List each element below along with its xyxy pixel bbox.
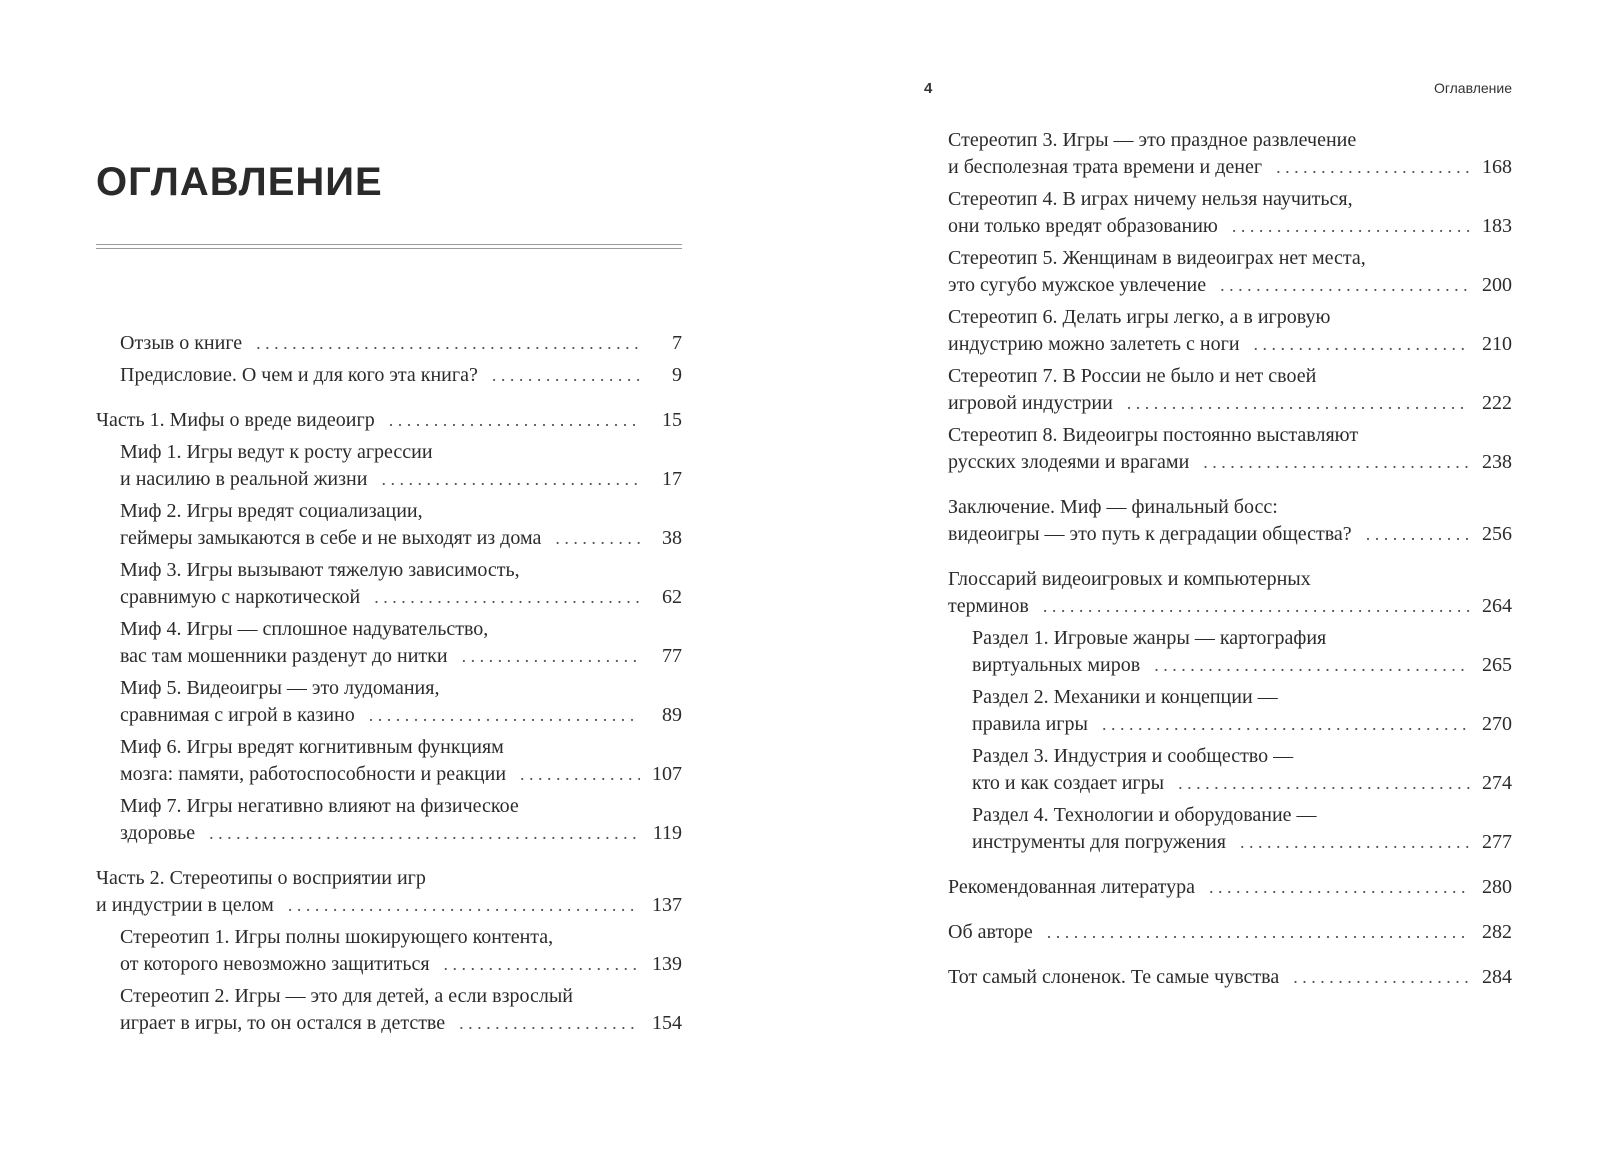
toc-entry[interactable] [948,919,1512,946]
title-divider [96,244,682,249]
toc-entry-title-cont: индустрию можно залететь с ноги [948,333,1240,355]
dot-leader [381,466,640,493]
dot-leader [389,407,640,434]
dot-leader [1220,272,1470,299]
toc-entry[interactable] [948,245,1512,299]
dot-leader [1366,521,1470,548]
toc-entry-title-cont: игровой индустрии [948,392,1113,414]
toc-page-number: 265 [1482,654,1512,676]
toc-entry-title: Раздел 3. Индустрия и сообщество — [972,745,1294,767]
toc-page-number: 154 [652,1012,682,1034]
dot-leader [1043,593,1470,620]
toc-entry-title: Раздел 4. Технологии и оборудование — [972,804,1317,826]
dot-leader [256,330,640,357]
toc-entry-title: Стереотип 5. Женщинам в видеоиграх нет места, [948,247,1366,269]
toc-entry[interactable] [948,566,1512,620]
toc-entry-title: Тот самый слоненок. Те самые чувства [948,966,1280,988]
dot-leader [1154,652,1470,679]
toc-entry[interactable] [948,964,1512,991]
toc-entry-title: Часть 1. Мифы о вреде видеоигр [96,409,375,431]
toc-page-number: 7 [672,332,682,354]
toc-entry-title: Миф 5. Видеоигры — это лудомания, [120,677,440,699]
toc-page-number: 222 [1482,392,1512,414]
dot-leader [555,525,640,552]
dot-leader [1178,770,1470,797]
toc-page-number: 274 [1482,772,1512,794]
toc-entry-title-cont: и насилию в реальной жизни [120,468,368,490]
toc-entry-title: Раздел 1. Игровые жанры — картография [972,627,1327,649]
toc-page-number: 256 [1482,523,1512,545]
toc-entry-title: Миф 7. Игры негативно влияют на физическое [120,795,519,817]
toc-entry-title: Миф 4. Игры — сплошное надувательство, [120,618,489,640]
dot-leader [1254,331,1470,358]
toc-page-number: 264 [1482,595,1512,617]
toc-entry-title-cont: от которого невозможно защититься [120,953,430,975]
toc-entry[interactable] [96,734,682,788]
toc-list-left [96,330,682,1042]
toc-entry-title: Миф 1. Игры ведут к росту агрессии [120,441,433,463]
toc-page-number: 77 [662,645,682,667]
toc-entry[interactable] [96,616,682,670]
toc-entry-title: Предисловие. О чем и для кого эта книга? [120,364,478,386]
toc-page-number: 137 [652,894,682,916]
toc-entry-title-cont: сравнимая с игрой в казино [120,704,355,726]
toc-page-number: 38 [662,527,682,549]
toc-entry-title: Стереотип 4. В играх ничему нельзя научиться, [948,188,1353,210]
toc-entry-title: Глоссарий видеоигровых и компьютерных [948,568,1311,590]
dot-leader [374,584,640,611]
toc-entry-title: Стереотип 1. Игры полны шокирующего контента, [120,926,554,948]
toc-entry[interactable] [96,498,682,552]
toc-entry[interactable] [948,684,1512,738]
toc-page-number: 119 [652,822,682,844]
toc-entry[interactable] [96,557,682,611]
dot-leader [1276,154,1470,181]
dot-leader [1209,874,1470,901]
toc-page-number: 107 [652,763,682,785]
toc-entry-title: Миф 6. Игры вредят когнитивным функциям [120,736,504,758]
toc-entry[interactable] [948,743,1512,797]
dot-leader [1240,829,1470,856]
toc-entry-title-cont: терминов [948,595,1029,617]
toc-entry-title-cont: инструменты для погружения [972,831,1226,853]
toc-entry[interactable] [96,330,682,357]
toc-entry-title-cont: и бесполезная трата времени и денег [948,156,1263,178]
toc-part-entry[interactable] [96,407,682,434]
toc-entry[interactable] [948,874,1512,901]
page-number: 4 [924,80,933,97]
toc-page-number: 9 [672,364,682,386]
toc-entry[interactable] [96,924,682,978]
dot-leader [1102,711,1470,738]
toc-entry-title: Об авторе [948,921,1033,943]
toc-entry[interactable] [96,675,682,729]
toc-entry-title-cont: это сугубо мужское увлечение [948,274,1207,296]
dot-leader [209,820,640,847]
dot-leader [1232,213,1470,240]
dot-leader [462,643,640,670]
toc-entry[interactable] [948,494,1512,548]
toc-entry-title-cont: сравнимую с наркотической [120,586,361,608]
toc-entry-title: Раздел 2. Механики и концепции — [972,686,1278,708]
toc-page-number: 277 [1482,831,1512,853]
toc-page-number: 183 [1482,215,1512,237]
toc-entry-title: Заключение. Миф — финальный босс: [948,496,1278,518]
toc-page-number: 200 [1482,274,1512,296]
toc-page-number: 270 [1482,713,1512,735]
toc-entry-title-cont: играет в игры, то он остался в детстве [120,1012,446,1034]
toc-page-number: 282 [1482,921,1512,943]
toc-page-number: 284 [1482,966,1512,988]
toc-entry[interactable] [96,362,682,389]
toc-entry[interactable] [948,304,1512,358]
toc-entry-title: Стереотип 2. Игры — это для детей, а если взрослый [120,985,573,1007]
page-title: ОГЛАВЛЕНИЕ [96,160,383,204]
toc-entry[interactable] [96,983,682,1037]
toc-entry[interactable] [948,186,1512,240]
toc-entry-title-cont: виртуальных миров [972,654,1141,676]
toc-page-number: 15 [662,409,682,431]
running-title: Оглавление [1433,80,1512,96]
toc-entry[interactable] [948,802,1512,856]
toc-entry-title: Миф 3. Игры вызывают тяжелую зависимость, [120,559,520,581]
toc-page-number: 89 [662,704,682,726]
toc-page-number: 62 [662,586,682,608]
toc-entry-title-cont: русских злодеями и врагами [948,451,1190,473]
toc-entry-title-cont: и индустрии в целом [96,894,274,916]
toc-entry-title-cont: они только вредят образованию [948,215,1218,237]
dot-leader [1047,919,1470,946]
dot-leader [492,362,640,389]
toc-entry-title: Отзыв о книге [120,332,243,354]
toc-entry[interactable] [948,422,1512,476]
dot-leader [1203,449,1470,476]
toc-list-right [948,127,1512,996]
toc-page-number: 17 [662,468,682,490]
dot-leader [369,702,640,729]
toc-page-number: 210 [1482,333,1512,355]
toc-entry[interactable] [948,363,1512,417]
toc-entry-title-cont: вас там мошенники разденут до нитки [120,645,448,667]
toc-entry-title: Миф 2. Игры вредят социализации, [120,500,423,522]
dot-leader [1293,964,1470,991]
toc-entry-title-cont: правила игры [972,713,1088,735]
toc-entry[interactable] [948,127,1512,181]
toc-entry[interactable] [96,793,682,847]
toc-page-number: 280 [1482,876,1512,898]
dot-leader [288,892,640,919]
toc-entry-title: Стереотип 8. Видеоигры постоянно выставляют [948,424,1359,446]
toc-entry-title-cont: здоровье [120,822,196,844]
dot-leader [1127,390,1470,417]
toc-entry-title: Часть 2. Стереотипы о восприятии игр [96,867,426,889]
dot-leader [520,761,640,788]
toc-entry-title-cont: видеоигры — это путь к деградации общества? [948,523,1352,545]
toc-entry-title-cont: мозга: памяти, работоспособности и реакции [120,763,507,785]
dot-leader [459,1010,640,1037]
toc-entry-title: Стереотип 6. Делать игры легко, а в игровую [948,306,1331,328]
toc-page-number: 168 [1482,156,1512,178]
toc-entry-title: Рекомендованная литература [948,876,1196,898]
toc-entry-title: Стереотип 7. В России не было и нет своей [948,365,1317,387]
toc-entry-title-cont: кто и как создает игры [972,772,1165,794]
toc-entry-title: Стереотип 3. Игры — это праздное развлечение [948,129,1357,151]
dot-leader [444,951,640,978]
toc-part-entry[interactable] [96,865,682,919]
right-page [800,0,1600,1173]
toc-entry[interactable] [948,625,1512,679]
toc-page-number: 139 [652,953,682,975]
toc-entry-title-cont: геймеры замыкаются в себе и не выходят из дома [120,527,542,549]
toc-entry[interactable] [96,439,682,493]
toc-page-number: 238 [1482,451,1512,473]
